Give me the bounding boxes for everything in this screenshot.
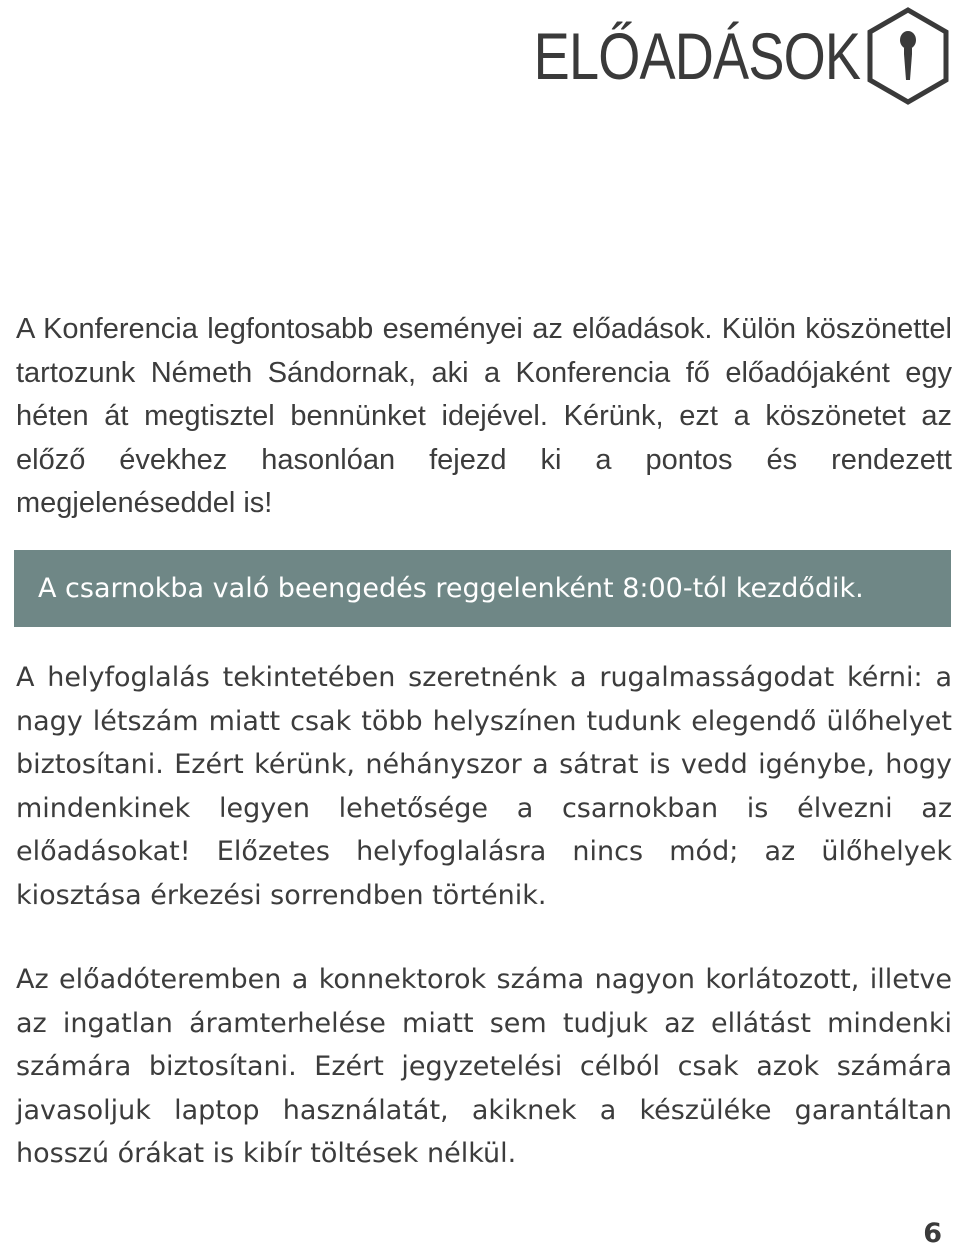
page-number: 6	[923, 1218, 942, 1249]
power-paragraph: Az előadóteremben a konnektorok száma nagyon korlátozott, illetve az ingatlan áramterhelése miatt sem tudjuk az ellátást mindenki számára biztosítani. Ezért jegyzetelési célból csak azok számára javasoljuk laptop használatát, akiknek a készüléke garantáltan hosszú órákat is kibír töltések nélkül.	[16, 964, 952, 1169]
page-title: ELŐADÁSOK	[533, 19, 860, 93]
page-header	[462, 6, 952, 106]
admission-banner-text: A csarnokba való beengedés reggelenként 8:00-tól kezdődik.	[38, 573, 864, 604]
intro-paragraph: A Konferencia legfontosabb eseményei az előadások. Külön köszönettel tartozunk Németh Sándornak, aki a Konferencia fő előadójaként egy héten át megtisztel bennünket idejével. Kérünk, ezt a köszönetet az előző évekhez hasonlóan fejezd ki a pontos és rendezett megjelenéseddel is!	[16, 313, 952, 519]
seating-paragraph: A helyfoglalás tekintetében szeretnénk a rugalmasságodat kérni: a nagy létszám miatt csak több helyszínen tudunk elegendő ülőhelyet biztosítani. Ezért kérünk, néhányszor a sátrat is vedd igénybe, hogy mindenkinek legyen lehetősége a csarnokban is élvezni az előadásokat! Előzetes helyfoglalásra nincs mód; az ülőhelyek kiosztása érkezési sorrendben történik.	[16, 662, 952, 911]
microphone-icon	[864, 6, 952, 106]
admission-banner	[14, 550, 951, 627]
